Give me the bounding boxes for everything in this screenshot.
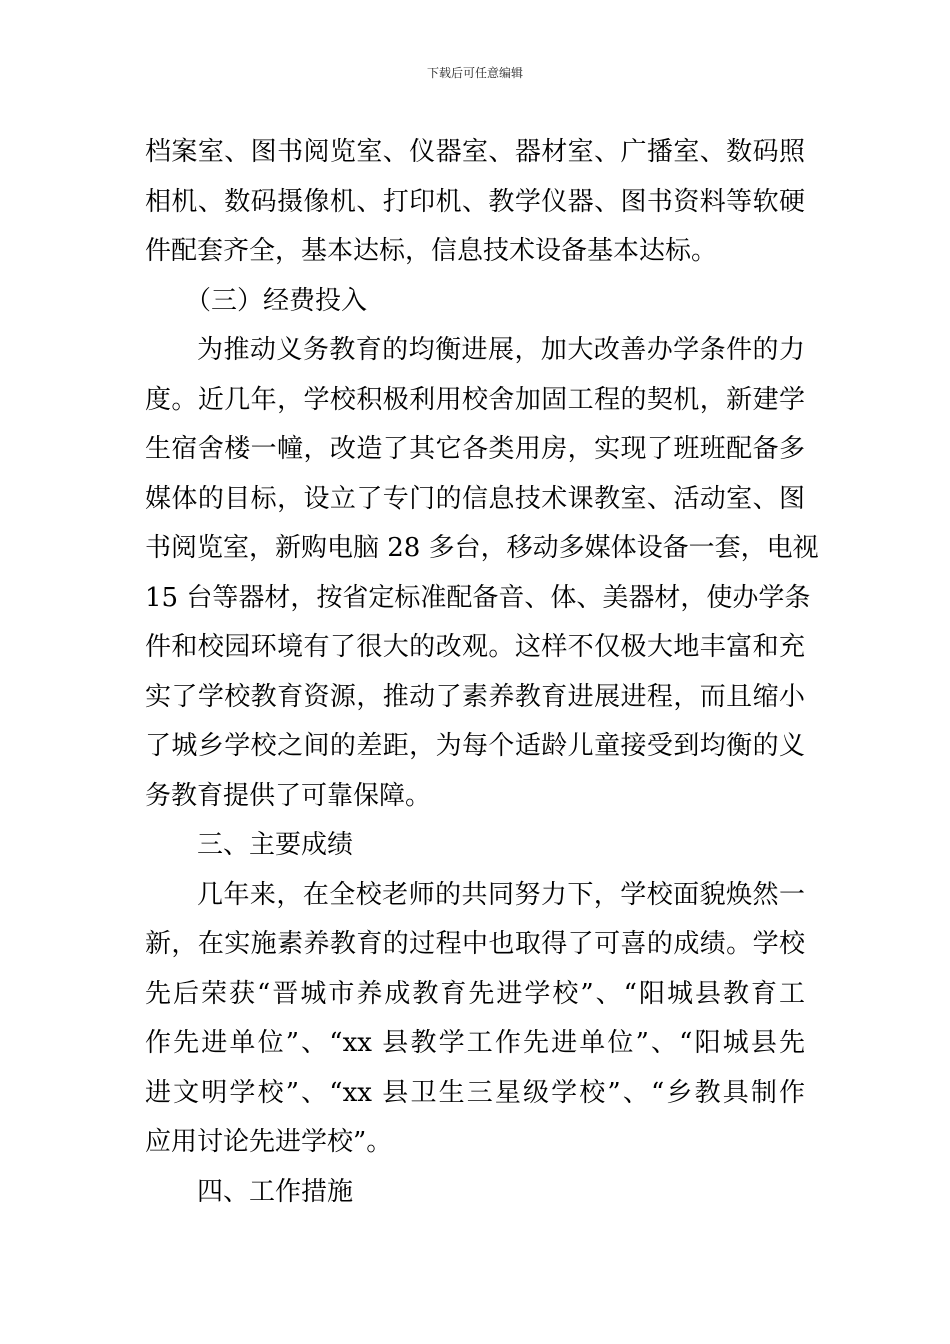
text-line: 15 台等器材，按省定标准配备音、体、美器材，使办学条: [145, 582, 811, 613]
paragraph-funding: [145, 326, 819, 821]
text-line: 档案室、图书阅览室、仪器室、器材室、广播室、数码照: [145, 137, 805, 167]
document-body: [145, 128, 819, 1217]
text-line: 相机、数码摄像机、打印机、教学仪器、图书资料等软硬: [145, 186, 805, 217]
text-line: 新，在实施素养教育的过程中也取得了可喜的成绩。学校: [145, 929, 805, 959]
text-line: 书阅览室，新购电脑 28 多台，移动多媒体设备一套，电视: [145, 533, 819, 563]
text-line: 生宿舍楼一幢，改造了其它各类用房，实现了班班配备多: [145, 434, 805, 464]
text-line: 度。近几年，学校积极利用校舍加固工程的契机，新建学: [145, 384, 805, 415]
heading-achievements: [145, 821, 805, 871]
heading-measures: [145, 1168, 805, 1218]
text-line: 几年来，在全校老师的共同努力下，学校面貌焕然一: [197, 879, 805, 910]
section-heading: 四、工作措施: [197, 1176, 354, 1207]
page-header: 下载后可任意编辑: [426, 66, 523, 80]
text-line: 件配套齐全，基本达标，信息技术设备基本达标。: [145, 236, 718, 266]
heading-funding: [145, 277, 805, 327]
text-line: 媒体的目标，设立了专门的信息技术课教室、活动室、图: [145, 483, 805, 514]
section-heading: 三、主要成绩: [197, 830, 354, 860]
text-line: 务教育提供了可靠保障。: [145, 780, 432, 811]
text-line: 件和校园环境有了很大的改观。这样不仅极大地丰富和充: [145, 632, 805, 662]
paragraph-achievements: [145, 871, 805, 1168]
section-heading: （三）经费投入: [185, 285, 368, 316]
text-line: 先后荣获“晋城市养成教育先进学校”、“阳城县教育工: [145, 978, 805, 1009]
text-line: 为推动义务教育的均衡进展，加大改善办学条件的力: [197, 335, 805, 365]
text-line: 实了学校教育资源，推动了素养教育进展进程，而且缩小: [145, 681, 805, 712]
text-line: 应用讨论先进学校”。: [145, 1127, 393, 1157]
text-line: 作先进单位”、“xx 县教学工作先进单位”、“阳城县先: [145, 1028, 805, 1058]
text-line: 进文明学校”、“xx 县卫生三星级学校”、“乡教具制作: [145, 1077, 805, 1108]
text-line: 了城乡学校之间的差距，为每个适龄儿童接受到均衡的义: [145, 731, 805, 761]
paragraph-facilities: [145, 128, 805, 277]
